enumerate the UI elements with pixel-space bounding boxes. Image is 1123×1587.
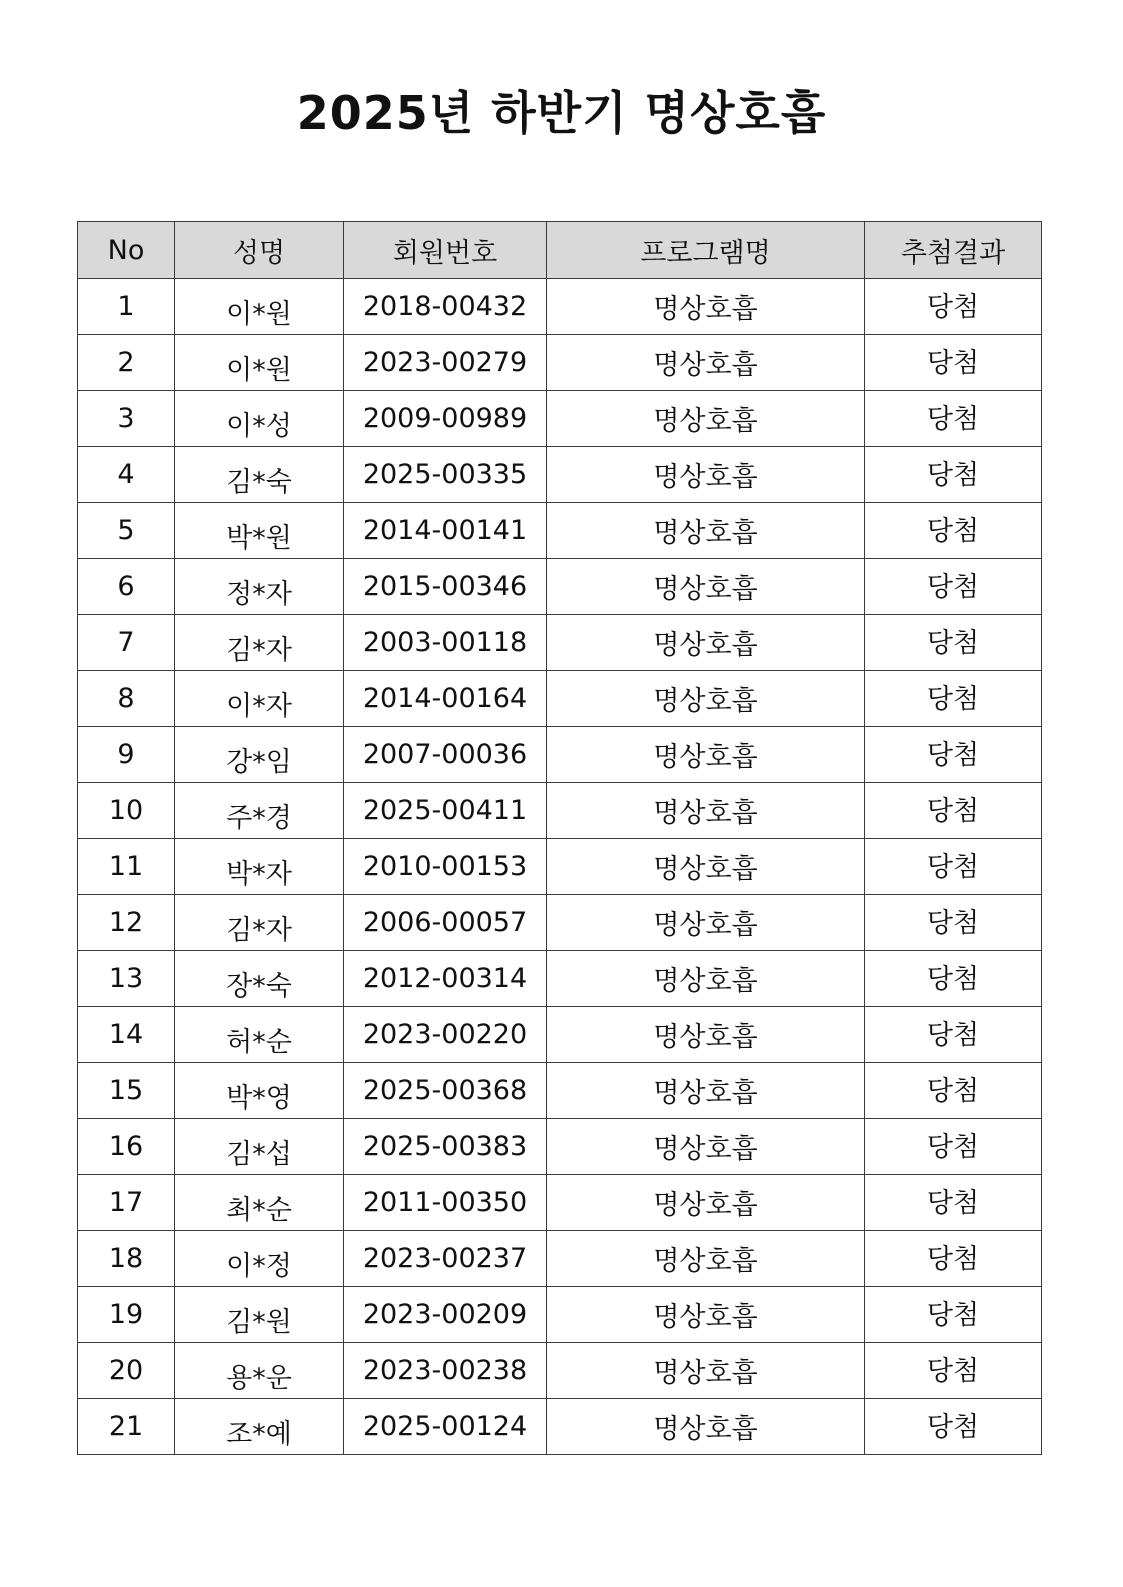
cell-result (865, 951, 1042, 1007)
cell-no: 3 (78, 391, 175, 447)
cell-name-text: 정*자 (226, 579, 292, 610)
cell-result (865, 503, 1042, 559)
cell-result (865, 671, 1042, 727)
table-row (78, 1399, 1042, 1455)
cell-result-text: 당첨 (926, 404, 980, 435)
cell-result-text: 당첨 (926, 908, 980, 939)
cell-name-text: 이*정 (226, 1251, 292, 1282)
cell-program: 명상호흡 (547, 335, 865, 391)
cell-member-id: 2023-00220 (344, 1007, 547, 1063)
cell-program: 명상호흡 (547, 1287, 865, 1343)
cell-result-text: 당첨 (926, 964, 980, 995)
cell-no: 13 (78, 951, 175, 1007)
cell-member-id: 2023-00209 (344, 1287, 547, 1343)
table-row (78, 951, 1042, 1007)
cell-name (175, 447, 344, 503)
cell-result-text: 당첨 (926, 740, 980, 771)
cell-no: 12 (78, 895, 175, 951)
table-row (78, 1175, 1042, 1231)
header-program: 프로그램명 (547, 222, 865, 279)
cell-result-text: 당첨 (926, 1412, 980, 1443)
table-row (78, 1063, 1042, 1119)
cell-result-text: 당첨 (926, 1076, 980, 1107)
cell-name-text: 김*원 (226, 1307, 292, 1338)
table-row (78, 559, 1042, 615)
cell-result-text: 당첨 (926, 796, 980, 827)
cell-program: 명상호흡 (547, 559, 865, 615)
cell-name (175, 1063, 344, 1119)
cell-result-text: 당첨 (926, 1132, 980, 1163)
cell-result-text: 당첨 (926, 516, 980, 547)
cell-program: 명상호흡 (547, 1007, 865, 1063)
cell-name (175, 391, 344, 447)
cell-name-text: 주*경 (226, 803, 292, 834)
cell-name (175, 503, 344, 559)
cell-member-id: 2025-00124 (344, 1399, 547, 1455)
cell-name-text: 박*원 (226, 523, 292, 554)
cell-program: 명상호흡 (547, 447, 865, 503)
cell-name (175, 1343, 344, 1399)
cell-member-id: 2009-00989 (344, 391, 547, 447)
cell-program: 명상호흡 (547, 951, 865, 1007)
cell-result (865, 1343, 1042, 1399)
cell-member-id: 2007-00036 (344, 727, 547, 783)
cell-result-text: 당첨 (926, 348, 980, 379)
cell-program: 명상호흡 (547, 1175, 865, 1231)
cell-member-id: 2018-00432 (344, 279, 547, 335)
cell-member-id: 2015-00346 (344, 559, 547, 615)
cell-name (175, 1007, 344, 1063)
cell-result (865, 727, 1042, 783)
cell-result-text: 당첨 (926, 628, 980, 659)
table-row (78, 1343, 1042, 1399)
cell-name (175, 1399, 344, 1455)
cell-no: 9 (78, 727, 175, 783)
cell-result-text: 당첨 (926, 1020, 980, 1051)
cell-name-text: 박*영 (226, 1083, 292, 1114)
header-no: No (78, 222, 175, 279)
cell-no: 17 (78, 1175, 175, 1231)
cell-result-text: 당첨 (926, 1356, 980, 1387)
cell-program: 명상호흡 (547, 839, 865, 895)
cell-no: 1 (78, 279, 175, 335)
cell-result-text: 당첨 (926, 1244, 980, 1275)
table-row (78, 391, 1042, 447)
cell-result (865, 391, 1042, 447)
cell-result-text: 당첨 (926, 460, 980, 491)
cell-no: 16 (78, 1119, 175, 1175)
cell-no: 6 (78, 559, 175, 615)
cell-name (175, 671, 344, 727)
cell-name (175, 279, 344, 335)
cell-program: 명상호흡 (547, 1063, 865, 1119)
cell-name-text: 김*섭 (226, 1139, 292, 1170)
cell-name-text: 이*자 (226, 691, 292, 722)
cell-name (175, 335, 344, 391)
table-body (78, 279, 1042, 1455)
cell-member-id: 2010-00153 (344, 839, 547, 895)
cell-no: 20 (78, 1343, 175, 1399)
cell-name-text: 김*자 (226, 915, 292, 946)
cell-name-text: 용*운 (226, 1363, 292, 1394)
cell-member-id: 2023-00237 (344, 1231, 547, 1287)
cell-result (865, 1399, 1042, 1455)
cell-member-id: 2025-00368 (344, 1063, 547, 1119)
cell-member-id: 2014-00164 (344, 671, 547, 727)
table-row (78, 783, 1042, 839)
cell-no: 19 (78, 1287, 175, 1343)
cell-result-text: 당첨 (926, 1300, 980, 1331)
cell-name-text: 강*임 (226, 747, 292, 778)
cell-result (865, 1231, 1042, 1287)
cell-program: 명상호흡 (547, 391, 865, 447)
table-row (78, 671, 1042, 727)
cell-name-text: 박*자 (226, 859, 292, 890)
cell-no: 2 (78, 335, 175, 391)
cell-name (175, 895, 344, 951)
cell-name (175, 559, 344, 615)
cell-program: 명상호흡 (547, 503, 865, 559)
cell-name-text: 장*숙 (226, 971, 292, 1002)
cell-member-id: 2012-00314 (344, 951, 547, 1007)
header-result: 추첨결과 (865, 222, 1042, 279)
cell-member-id: 2025-00335 (344, 447, 547, 503)
cell-result-text: 당첨 (926, 852, 980, 883)
header-name: 성명 (175, 222, 344, 279)
cell-program: 명상호흡 (547, 727, 865, 783)
cell-name-text: 김*숙 (226, 467, 292, 498)
cell-result (865, 335, 1042, 391)
cell-result (865, 615, 1042, 671)
cell-name-text: 조*예 (226, 1419, 292, 1450)
table-row (78, 895, 1042, 951)
cell-program: 명상호흡 (547, 279, 865, 335)
cell-name (175, 615, 344, 671)
cell-member-id: 2014-00141 (344, 503, 547, 559)
table-row (78, 447, 1042, 503)
cell-no: 8 (78, 671, 175, 727)
table-row (78, 279, 1042, 335)
cell-result (865, 559, 1042, 615)
cell-result-text: 당첨 (926, 1188, 980, 1219)
table-row (78, 615, 1042, 671)
table-row (78, 503, 1042, 559)
cell-program: 명상호흡 (547, 1231, 865, 1287)
cell-name (175, 1119, 344, 1175)
cell-no: 14 (78, 1007, 175, 1063)
cell-result (865, 1007, 1042, 1063)
table-header-row (78, 222, 1042, 279)
cell-result (865, 783, 1042, 839)
cell-no: 7 (78, 615, 175, 671)
cell-result-text: 당첨 (926, 292, 980, 323)
cell-member-id: 2023-00279 (344, 335, 547, 391)
cell-name-text: 이*원 (226, 355, 292, 386)
cell-member-id: 2003-00118 (344, 615, 547, 671)
cell-name-text: 허*순 (226, 1027, 292, 1058)
table-row (78, 335, 1042, 391)
cell-result-text: 당첨 (926, 572, 980, 603)
cell-no: 10 (78, 783, 175, 839)
cell-member-id: 2006-00057 (344, 895, 547, 951)
cell-name (175, 1231, 344, 1287)
table-row (78, 1119, 1042, 1175)
cell-no: 18 (78, 1231, 175, 1287)
cell-name-text: 이*성 (226, 411, 292, 442)
cell-program: 명상호흡 (547, 615, 865, 671)
cell-program: 명상호흡 (547, 783, 865, 839)
cell-result (865, 1175, 1042, 1231)
cell-no: 5 (78, 503, 175, 559)
cell-result (865, 1063, 1042, 1119)
cell-program: 명상호흡 (547, 1119, 865, 1175)
cell-name (175, 1175, 344, 1231)
cell-program: 명상호흡 (547, 895, 865, 951)
cell-name (175, 727, 344, 783)
cell-name-text: 김*자 (226, 635, 292, 666)
cell-name-text: 최*순 (226, 1195, 292, 1226)
table-row (78, 1231, 1042, 1287)
cell-program: 명상호흡 (547, 1399, 865, 1455)
table-row (78, 727, 1042, 783)
cell-result (865, 1119, 1042, 1175)
cell-result (865, 1287, 1042, 1343)
table-row (78, 1287, 1042, 1343)
cell-no: 4 (78, 447, 175, 503)
cell-result (865, 279, 1042, 335)
cell-result (865, 447, 1042, 503)
cell-member-id: 2011-00350 (344, 1175, 547, 1231)
cell-no: 21 (78, 1399, 175, 1455)
cell-no: 11 (78, 839, 175, 895)
cell-name (175, 951, 344, 1007)
cell-result-text: 당첨 (926, 684, 980, 715)
cell-name (175, 839, 344, 895)
cell-name (175, 783, 344, 839)
cell-result (865, 895, 1042, 951)
page-title: 2025년 하반기 명상호흡 (296, 86, 827, 140)
table-row (78, 1007, 1042, 1063)
cell-no: 15 (78, 1063, 175, 1119)
lottery-results-table (77, 221, 1042, 1455)
cell-name-text: 이*원 (226, 299, 292, 330)
cell-name (175, 1287, 344, 1343)
cell-program: 명상호흡 (547, 1343, 865, 1399)
cell-member-id: 2025-00411 (344, 783, 547, 839)
cell-member-id: 2023-00238 (344, 1343, 547, 1399)
table-row (78, 839, 1042, 895)
cell-result (865, 839, 1042, 895)
cell-member-id: 2025-00383 (344, 1119, 547, 1175)
cell-program: 명상호흡 (547, 671, 865, 727)
header-member-id: 회원번호 (344, 222, 547, 279)
